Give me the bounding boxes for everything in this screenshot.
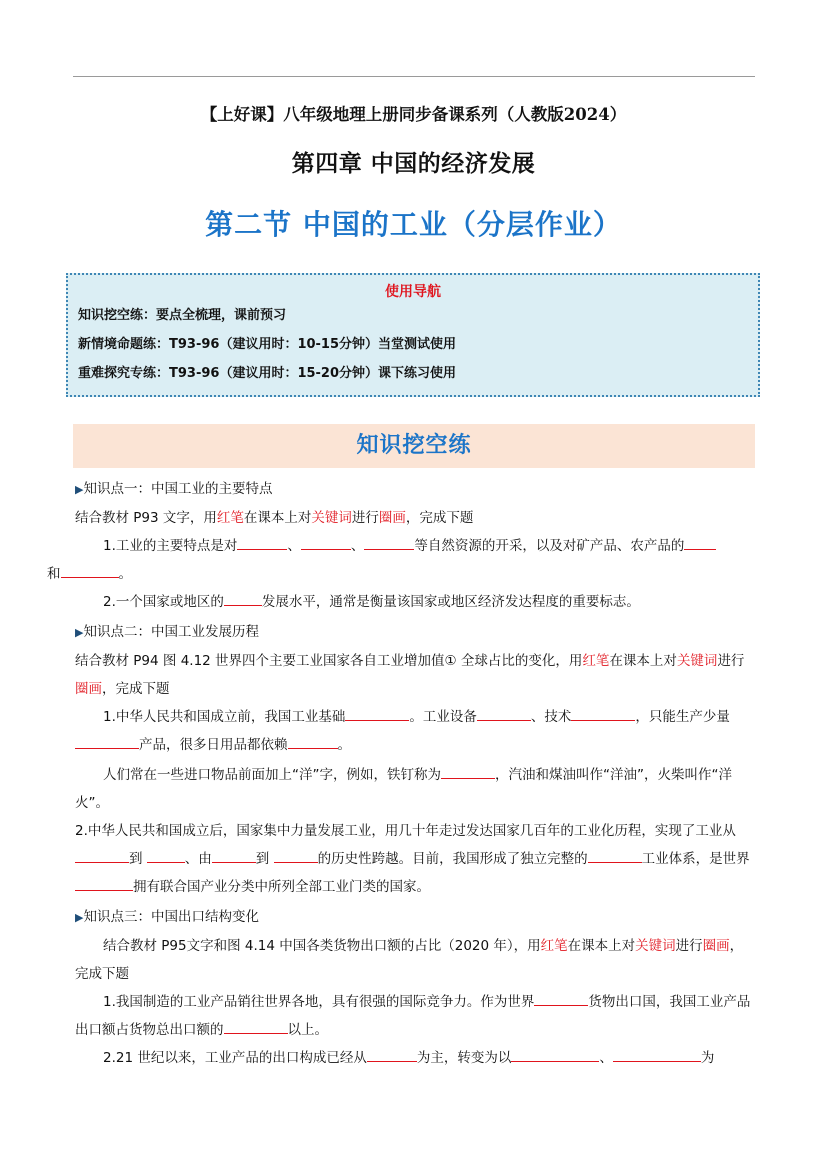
triangle-bullet-icon: ▶ — [75, 911, 84, 924]
section-band-title: 知识挖空练 — [73, 424, 755, 468]
answer-blank[interactable] — [571, 706, 635, 721]
knowledge-point-heading: ▶知识点一：中国工业的主要特点 — [75, 481, 273, 497]
header-rule — [73, 76, 755, 77]
answer-blank[interactable] — [212, 848, 256, 863]
answer-blank[interactable] — [237, 535, 287, 550]
answer-blank[interactable] — [477, 706, 531, 721]
answer-blank[interactable] — [588, 848, 642, 863]
knowledge-point-heading: ▶知识点三：中国出口结构变化 — [75, 909, 259, 925]
guide-line: 知识挖空练：要点全梳理，课前预习 — [78, 308, 287, 323]
question: 1.工业的主要特点是对 、 、 等自然资源的开采，以及对矿产品、农产品的 和 。 — [75, 532, 755, 588]
answer-blank[interactable] — [367, 1047, 417, 1062]
answer-blank[interactable] — [61, 563, 119, 578]
question: 2.21 世纪以来，工业产品的出口构成已经从 为主，转变为以 、 为 — [75, 1044, 755, 1072]
answer-blank[interactable] — [511, 1047, 599, 1062]
paragraph: 人们常在一些进口物品前面加上“洋”字，例如，铁钉称为 ，汽油和煤油叫作“洋油”，火柴叫作“洋火”。 — [75, 761, 755, 817]
worksheet-content — [47, 473, 755, 1072]
answer-blank[interactable] — [224, 1019, 288, 1034]
answer-blank[interactable] — [75, 734, 139, 749]
answer-blank[interactable] — [288, 734, 338, 749]
section-title: 第二节 中国的工业（分层作业） — [205, 208, 622, 241]
answer-blank[interactable] — [274, 848, 318, 863]
question: 2.一个国家或地区的 发展水平，通常是衡量该国家或地区经济发达程度的重要标志。 — [75, 588, 755, 616]
knowledge-point-heading: ▶知识点二：中国工业发展历程 — [75, 624, 259, 640]
answer-blank[interactable] — [534, 991, 588, 1006]
answer-blank[interactable] — [75, 876, 133, 891]
answer-blank[interactable] — [224, 591, 262, 606]
answer-blank[interactable] — [75, 848, 129, 863]
answer-blank[interactable] — [301, 535, 351, 550]
series-title: 【上好课】八年级地理上册同步备课系列（人教版2024） — [200, 105, 627, 124]
instruction: 结合教材 P94 图 4.12 世界四个主要工业国家各自工业增加值① 全球占比的变化，用红笔在课本上对关键词进行圈画，完成下题 — [75, 653, 745, 697]
question-continued: 产品，很多日用品都依赖 。 — [75, 731, 755, 759]
question: 2.中华人民共和国成立后，国家集中力量发展工业，用几十年走过发达国家几百年的工业化历程，实现了工业从到 、由 到 的历史性跨越。目前，我国形成了独立完整的 工业体系，是世界拥有联合国产业分类中所列全部工业门类的国家。 — [75, 823, 750, 895]
usage-guide-box — [66, 273, 760, 397]
answer-blank[interactable] — [147, 848, 185, 863]
guide-line: 新情境命题练：T93-96（建议用时：10-15分钟）当堂测试使用 — [78, 337, 457, 352]
answer-blank[interactable] — [684, 535, 716, 550]
guide-line: 重难探究专练：T93-96（建议用时：15-20分钟）课下练习使用 — [78, 366, 457, 381]
answer-blank[interactable] — [613, 1047, 701, 1062]
instruction: 结合教材 P93 文字，用红笔在课本上对关键词进行圈画，完成下题 — [75, 510, 474, 526]
triangle-bullet-icon: ▶ — [75, 483, 84, 496]
answer-blank[interactable] — [364, 535, 414, 550]
answer-blank[interactable] — [345, 706, 409, 721]
chapter-title: 第四章 中国的经济发展 — [291, 151, 536, 177]
triangle-bullet-icon: ▶ — [75, 626, 84, 639]
instruction: 结合教材 P95文字和图 4.14 中国各类货物出口额的占比（2020 年），用红笔在课本上对关键词进行圈画，完成下题 — [75, 938, 744, 982]
question: 1.中华人民共和国成立前，我国工业基础 。工业设备 、技术 ，只能生产少量 — [75, 703, 755, 731]
question: 1.我国制造的工业产品销往世界各地，具有很强的国际竞争力。作为世界 货物出口国，我国工业产品出口额占货物总出口额的 以上。 — [75, 988, 755, 1044]
guide-title: 使用导航 — [385, 284, 441, 300]
answer-blank[interactable] — [441, 764, 495, 779]
